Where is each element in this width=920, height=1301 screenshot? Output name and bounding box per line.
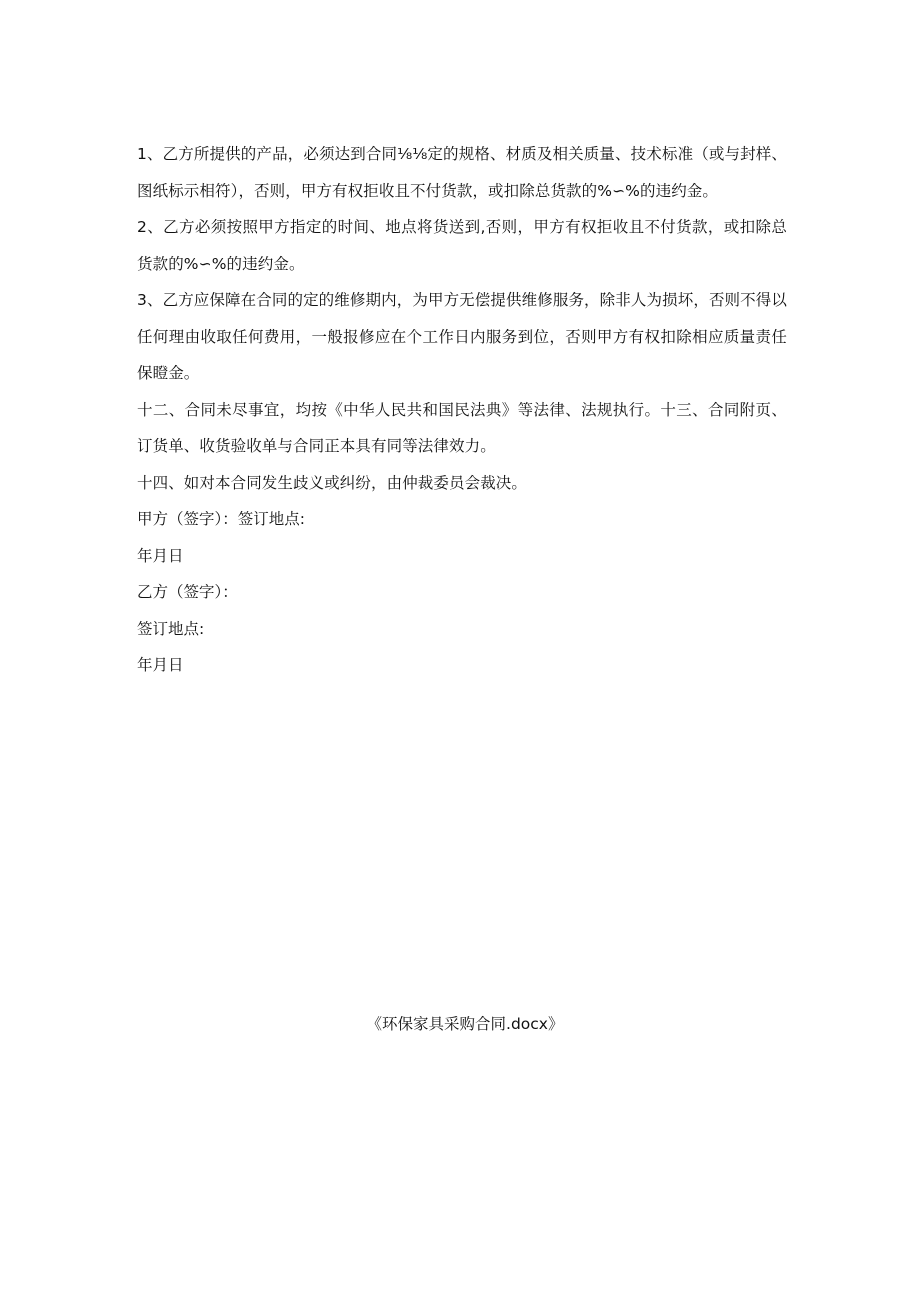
contract-body bbox=[137, 136, 787, 684]
document-filename: 《环保家具采购合同.docx》 bbox=[366, 1015, 564, 1033]
party-b-place: 签订地点: bbox=[137, 619, 205, 638]
party-a-date: 年月日 bbox=[137, 546, 184, 565]
clause-maintenance: 3、乙方应保障在合同的定的维修期内，为甲方无偿提供维修服务，除非人为损坏，否则不得以任何理由收取任何费用，一般报修应在个工作日内服务到位，否则甲方有权扣除相应质量责任保瞪金。 bbox=[137, 291, 787, 382]
party-b-date: 年月日 bbox=[137, 656, 184, 674]
clause-fourteen: 十四、如对本合同发生歧义或纠纷，由仲裁委员会裁决。 bbox=[137, 473, 528, 492]
party-b-signature: 乙方（签字）： bbox=[137, 583, 238, 601]
clause-product-quality: 1、乙方所提供的产品，必须达到合同⅛⅛定的规格、材质及相关质量、技术标准（或与封样、图纸标示相符），否则，甲方有权拒收且不付货款，或扣除总货款的%∽%的违约金。 bbox=[137, 145, 787, 200]
clause-delivery: 2、乙方必须按照甲方指定的时间、地点将货送到,否则，甲方有权拒收且不付货款，或扣除总货款的%∽%的违约金。 bbox=[137, 218, 787, 273]
party-a-signature: 甲方（签字）：签订地点: bbox=[137, 510, 305, 528]
signature-block bbox=[137, 501, 787, 684]
clause-twelve-thirteen: 十二、合同未尽事宜，均按《中华人民共和国民法典》等法律、法规执行。十三、合同附页、订货单、收货验收单与合同正本具有同等法律效力。 bbox=[137, 400, 787, 455]
